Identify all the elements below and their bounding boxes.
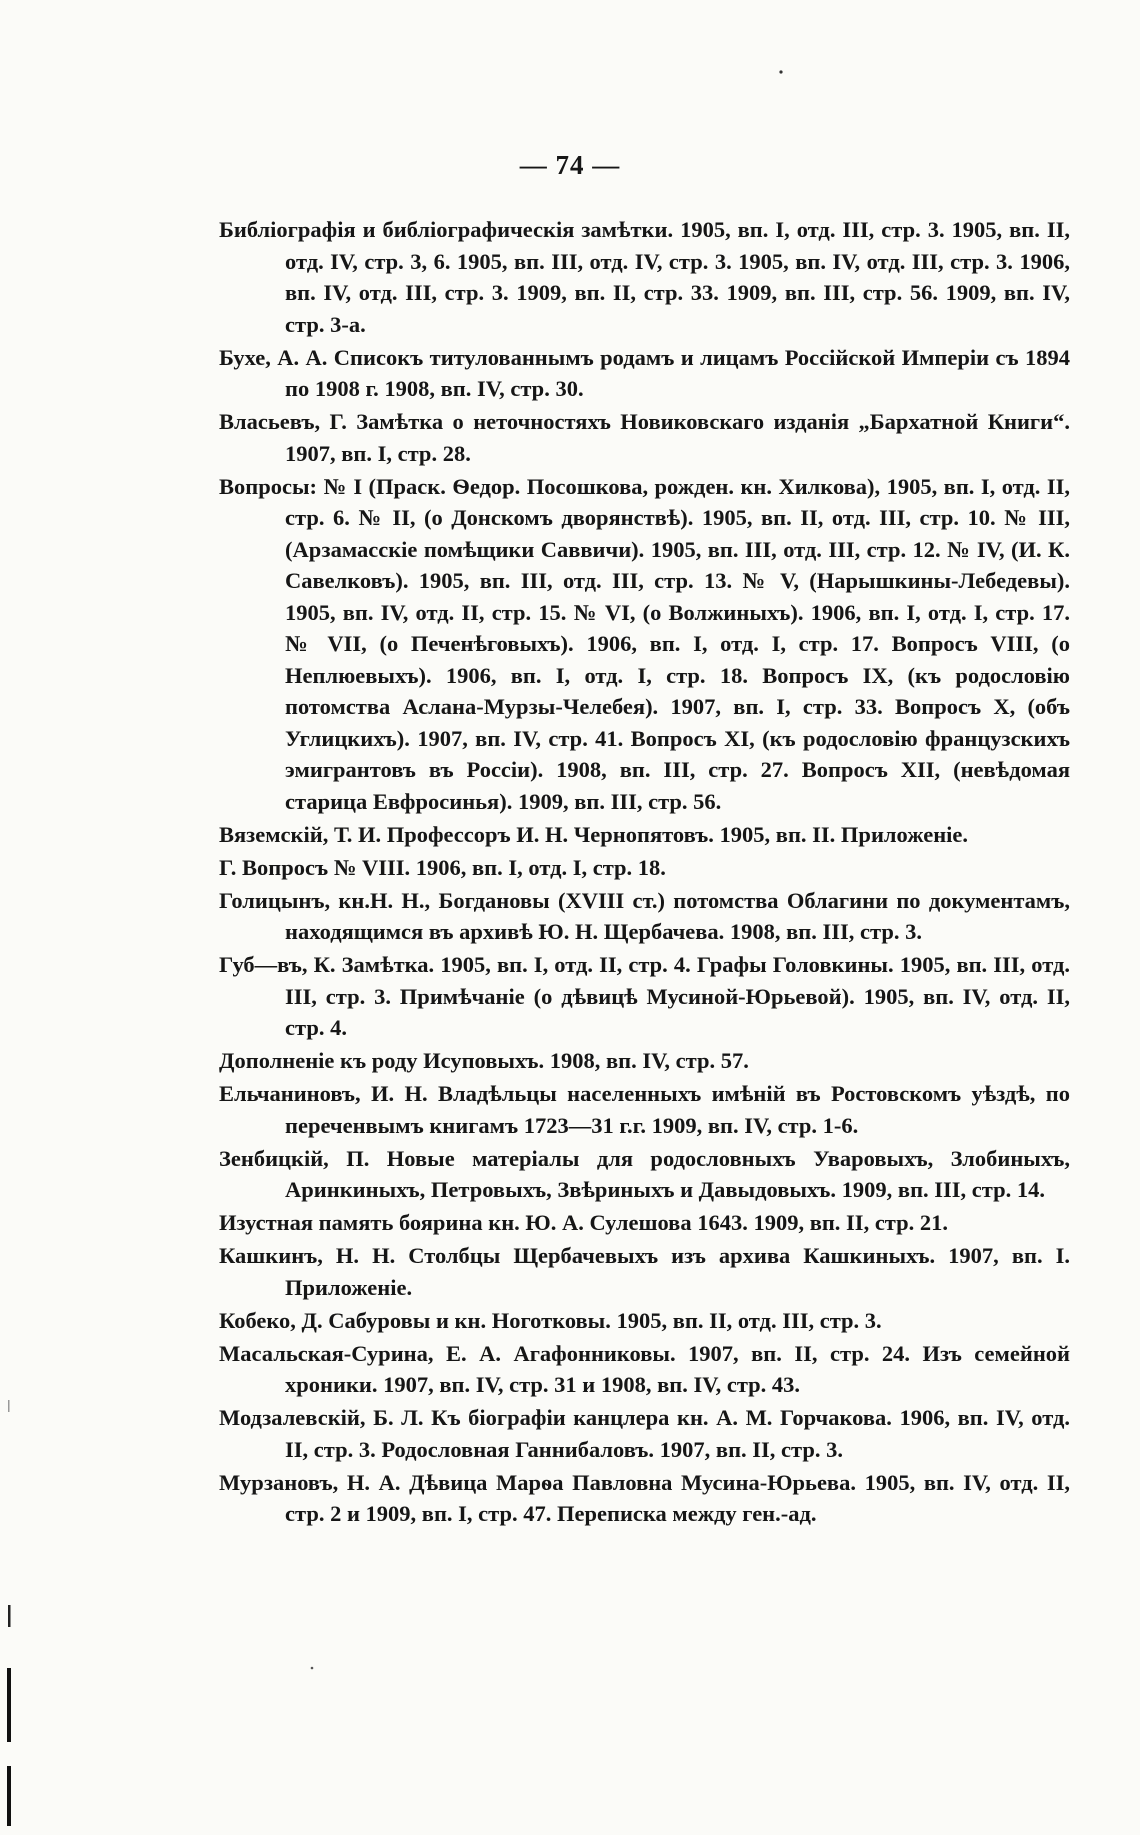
index-entry-elchaninov: Ельчаниновъ, И. Н. Владѣльцы населенныхъ имѣній въ Ростовскомъ уѣздѣ, по переченвымъ книгамъ 1723—31 г.г. 1909, вп. IV, стр. 1-6. [219, 1081, 1070, 1138]
index-entry-murzanov: Мурзановъ, Н. А. Дѣвица Марѳа Павловна Мусина-Юрьева. 1905, вп. IV, отд. II, стр. 2 и 1909, вп. I, стр. 47. Переписка между ген.-ад. [219, 1469, 1070, 1526]
scan-speck [7, 1766, 11, 1826]
index-entry-g-vopros: Г. Вопросъ № VIII. 1906, вп. I, отд. I, стр. 18. [219, 854, 666, 880]
index-entry-zenbitsky: Зенбицкій, П. Новые матеріалы для родословныхъ Уваровыхъ, Злобиныхъ, Аринкиныхъ, Петровыхъ, Звѣриныхъ и Давыдовыхъ. 1909, вп. III, стр. 14. [219, 1145, 1070, 1202]
index-entry-voprosy: Вопросы: № I (Праск. Ѳедор. Посошкова, рожден. кн. Хилкова), 1905, вп. I, отд. II, стр. 6. № II, (о Донскомъ дворянствѣ). 1905, вп. II, отд. III, стр. 10. № III, (Арзамасскіе помѣщики Саввичи). 1905, вп. III, отд. III, стр. 12. № IV, (И. К. Савелковъ). 1905, вп. III, отд. III, стр. 13. № V, (Нарышкины-Лебедевы). 1905, вп. IV, отд. II, стр. 15. № VI, (о Волжиныхъ). 1906, вп. I, отд. I, стр. 17. № VII, (о Печенѣговыхъ). 1906, вп. I, отд. I, стр. 17. Вопросъ VIII, (о Неплюевыхъ). 1906, вп. I, отд. I, стр. 18. Вопросъ IX, (къ родословію потомства Аслана-Мурзы-Челебея). 1907, вп. I, стр. 33. Вопросъ X, (объ Углицкихъ). 1907, вп. IV, стр. 41. Вопросъ XI, (къ родословію французскихъ эмигрантовъ въ Россіи). 1908, вп. III, стр. 27. Вопросъ XII, (невѣдомая старица Евфросинья). 1909, вп. III, стр. 56. [219, 473, 1070, 814]
scan-speck [779, 70, 782, 73]
index-entry-bukhe: Бухе, А. А. Списокъ титулованнымъ родамъ и лицамъ Россійской Имперіи съ 1894 по 1908 г. 1908, вп. IV, стр. 30. [219, 344, 1070, 401]
index-entry-kashkin: Кашкинъ, Н. Н. Столбцы Щербачевыхъ изъ архива Кашкиныхъ. 1907, вп. I. Приложеніе. [219, 1243, 1070, 1300]
index-entry-izustnaya: Изустная память боярина кн. Ю. А. Сулешова 1643. 1909, вп. II, стр. 21. [219, 1210, 949, 1235]
index-entry-gub: Губ—въ, К. Замѣтка. 1905, вп. I, отд. II, стр. 4. Графы Головкины. 1905, вп. III, отд. III, стр. 3. Примѣчаніе (о дѣвицѣ Мусиной-Юрьевой). 1905, вп. IV, отд. II, стр. 4. [219, 952, 1070, 1040]
index-entry-golitsyn: Голицынъ, кн.Н. Н., Богдановы (XVIII ст.) потомства Облагини по документамъ, находящимся въ архивѣ Ю. Н. Щербачева. 1908, вп. III, стр. 3. [219, 887, 1070, 944]
index-entry-bibliography: Библіографія и библіографическія замѣтки. 1905, вп. I, отд. III, стр. 3. 1905, вп. II, отд. IV, стр. 3, 6. 1905, вп. III, отд. IV, стр. 3. 1905, вп. IV, отд. III, стр. 3. 1906, вп. IV, отд. III, стр. 3. 1909, вп. II, стр. 33. 1909, вп. III, стр. 56. 1909, вп. IV, стр. 3-а. [219, 217, 1070, 337]
index-entry-modzalevsky: Модзалевскій, Б. Л. Къ біографіи канцлера кн. А. М. Горчакова. 1906, вп. IV, отд. II, стр. 3. Родословная Ганнибаловъ. 1907, вп. II, стр. 3. [219, 1405, 1070, 1462]
scan-speck [311, 1667, 314, 1670]
index-entry-vyazemsky: Вяземскій, Т. И. Профессоръ И. Н. Чернопятовъ. 1905, вп. II. Приложеніе. [219, 821, 969, 847]
scan-speck [8, 1605, 11, 1627]
index-entries [219, 214, 1070, 1531]
index-entry-kobeko: Кобеко, Д. Сабуровы и кн. Ноготковы. 1905, вп. II, отд. III, стр. 3. [219, 1307, 882, 1333]
scan-speck [8, 1400, 10, 1412]
page-number: — 74 — [519, 150, 621, 180]
index-entry-masalskaya: Масальская-Сурина, Е. А. Агафонниковы. 1907, вп. II, стр. 24. Изъ семейной хроники. 1907, вп. IV, стр. 31 и 1908, вп. IV, стр. 43. [219, 1340, 1070, 1397]
index-entry-vlasyev: Власьевъ, Г. Замѣтка о неточностяхъ Новиковскаго изданія „Бархатной Книги“. 1907, вп. I, стр. 28. [219, 409, 1070, 466]
index-entry-dopolnenie: Дополненіе къ роду Исуповыхъ. 1908, вп. IV, стр. 57. [219, 1048, 749, 1073]
scan-speck [7, 1668, 11, 1742]
